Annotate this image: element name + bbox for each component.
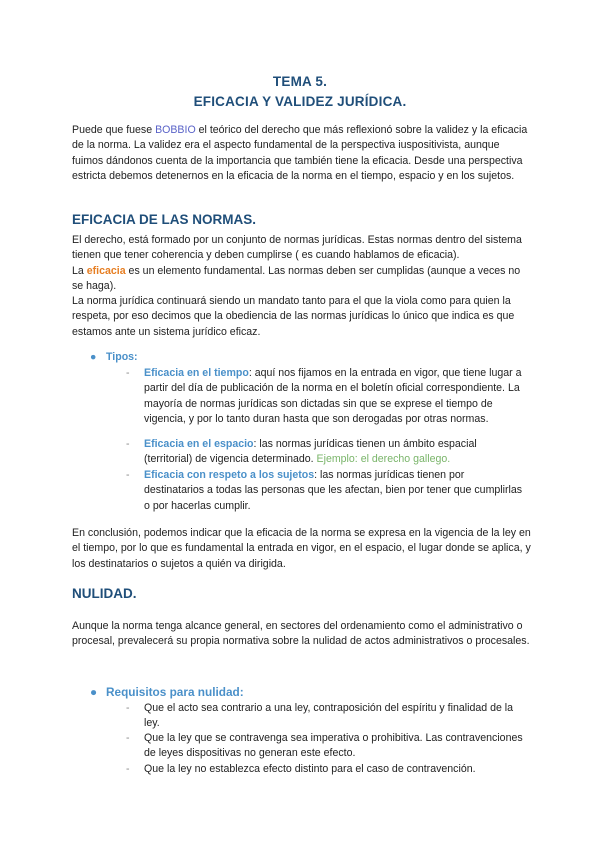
section-heading-eficacia: EFICACIA DE LAS NORMAS. xyxy=(72,212,257,227)
item-term: Eficacia en el espacio xyxy=(144,438,254,450)
bullet-dot-icon: ● xyxy=(90,685,98,699)
dash-icon: - xyxy=(126,763,130,775)
item-term: Eficacia en el tiempo xyxy=(144,367,249,379)
nulidad-paragraph: Aunque la norma tenga alcance general, en sectores del ordenamiento como el administrativo o procesal, prevalecerá su propia normativa sobre la nulidad de actos administrativos o procesales. xyxy=(72,620,530,648)
bullet-tipos xyxy=(90,351,138,363)
item-text: : las normas jurídicas tienen un ámbito espacial (territorial) de vigencia determinado. xyxy=(144,438,477,466)
highlighted-term: eficacia xyxy=(86,265,126,277)
item-text: : aquí nos fijamos en la entrada en vigor, que tiene lugar a partir del día de publicación de la norma en el boletín oficial correspondiente. La mayoría de normas jurídicas son dictadas sin que se exprese el tiempo de vigencia, y por lo tanto duran hasta que son derogadas por otras normas. xyxy=(144,367,522,425)
item-text: Que la ley que se contravenga sea imperativa o prohibitiva. Las contravenciones de leyes dispositivas no generan este efecto. xyxy=(144,732,523,760)
list-item xyxy=(126,366,526,442)
dash-icon: - xyxy=(126,732,130,744)
section-heading-nulidad: NULIDAD. xyxy=(72,586,137,601)
eficacia-paragraph-1: El derecho, está formado por un conjunto de normas jurídicas. Estas normas dentro del sistema tienen que tener coherencia y deben cumplirse ( es cuando hablamos de eficacia). xyxy=(72,234,522,262)
dash-icon: - xyxy=(126,702,130,714)
intro-text-end: el teórico del derecho que más reflexionó sobre la validez y la eficacia de la norma. La validez era el aspecto fundamental de la perspectiva iuspositivista, aunque fuimos dándonos cuenta de la importancia que también tiene la eficacia. Desde una perspectiva estricta debemos detenernos en la eficacia de la norma en el tiempo, espacio y en los sujetos. xyxy=(72,124,528,182)
list-item xyxy=(126,468,526,514)
bullet-label: Requisitos para nulidad: xyxy=(106,685,244,699)
eficacia-paragraph-2 xyxy=(72,264,532,295)
item-text: Que la ley no establezca efecto distinto para el caso de contravención. xyxy=(144,763,476,775)
dash-icon: - xyxy=(126,469,130,481)
item-text: Que el acto sea contrario a una ley, contraposición del espíritu y finalidad de la ley. xyxy=(144,702,514,730)
bullet-requisitos xyxy=(90,685,244,699)
example-text: Ejemplo: el derecho gallego. xyxy=(316,453,451,466)
item-text: : las normas jurídicas tienen por destinatarios a todas las personas que les afectan, bien por tener que cumplirlas o por hacerlas cumplir. xyxy=(144,469,523,512)
text: La xyxy=(72,265,87,277)
conclusion-paragraph: En conclusión, podemos indicar que la eficacia de la norma se expresa en la vigencia de la ley en el tiempo, por lo que es fundamental la entrada en vigor, en el espacio, el lugar donde se aplica, y los destinatarios o sujetos a quién va dirigida. xyxy=(72,527,531,570)
author-name: BOBBIO xyxy=(155,124,196,136)
list-item xyxy=(126,731,526,762)
topic-number: TEMA 5. xyxy=(272,74,328,89)
text: es un elemento fundamental. Las normas deben ser cumplidas (aunque a veces no se haga). xyxy=(72,265,521,293)
page-title: EFICACIA Y VALIDEZ JURÍDICA. xyxy=(193,94,407,109)
eficacia-paragraph-3: La norma jurídica continuará siendo un mandato tanto para el que la viola como para quien la respeta, por eso decimos que la obediencia de las normas jurídicas lo único que indica es que estamos ante un sistema jurídico eficaz. xyxy=(72,295,515,338)
intro-text-start: Puede que fuese xyxy=(72,124,156,136)
intro-paragraph xyxy=(72,123,532,184)
list-item xyxy=(126,437,526,468)
dash-icon: - xyxy=(126,438,130,450)
dash-icon: - xyxy=(126,367,130,379)
item-term: Eficacia con respeto a los sujetos xyxy=(144,469,315,481)
list-item xyxy=(126,701,526,732)
bullet-label: Tipos: xyxy=(106,351,138,363)
list-item xyxy=(126,762,526,778)
bullet-dot-icon: ● xyxy=(90,351,97,363)
